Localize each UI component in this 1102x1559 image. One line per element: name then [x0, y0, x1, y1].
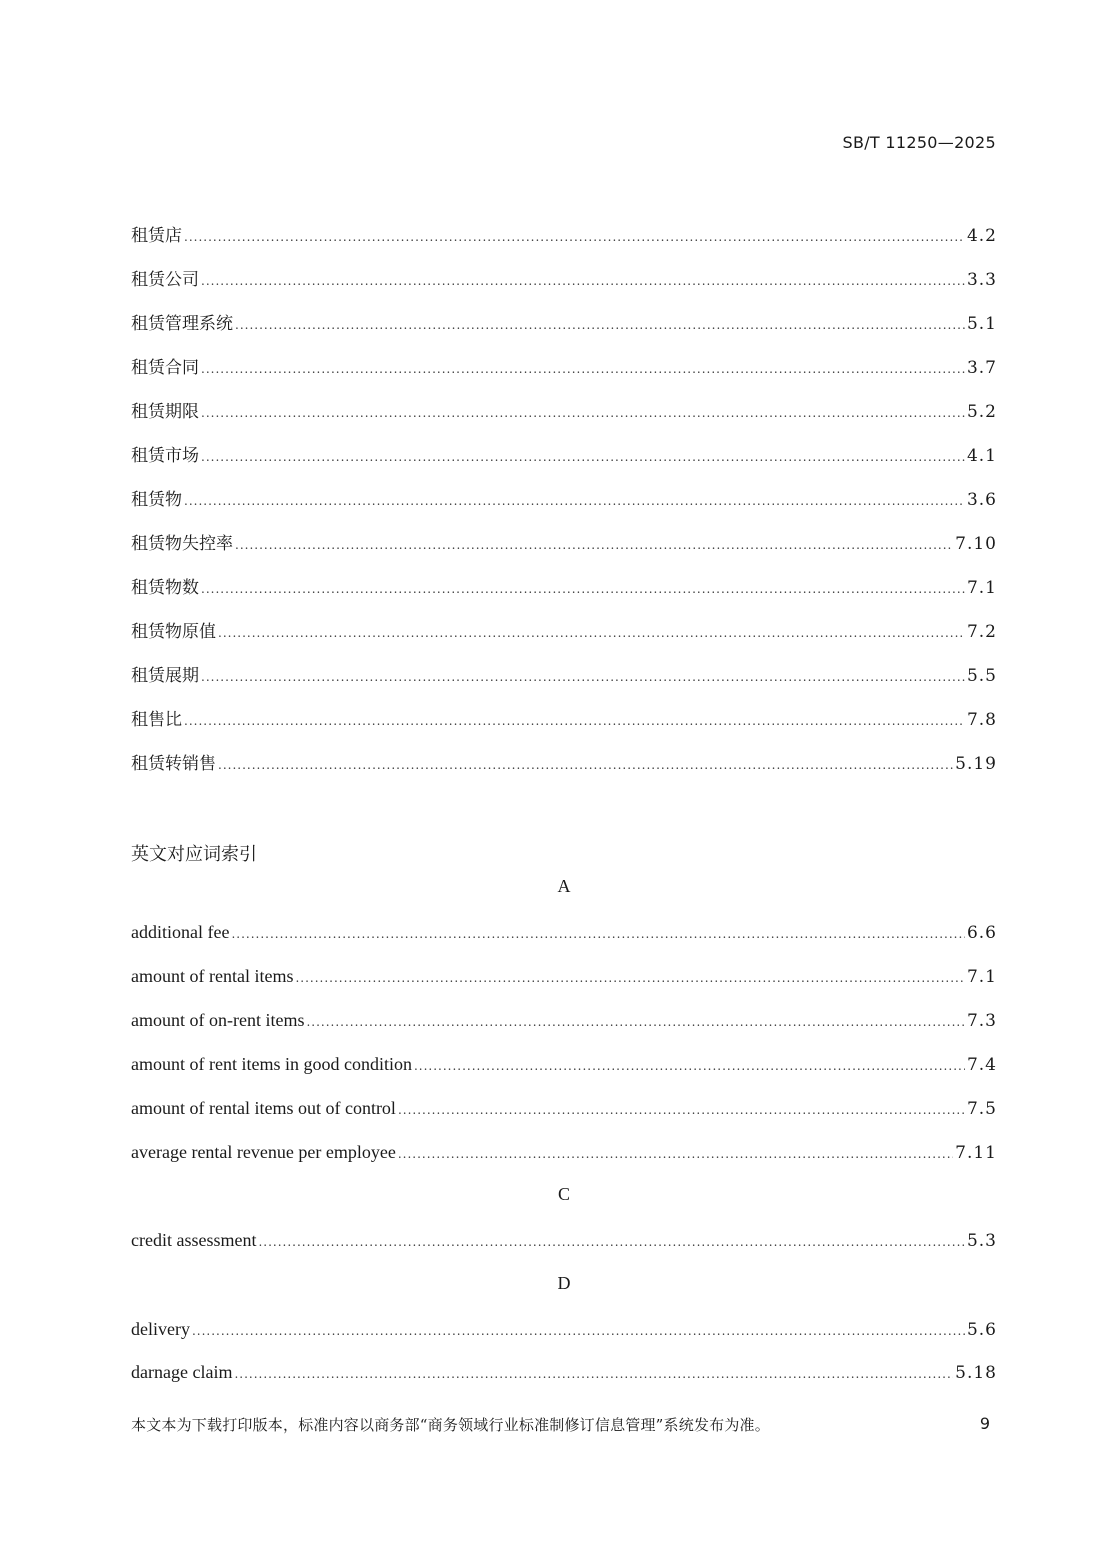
index-ref: 5.19 [955, 754, 997, 774]
leader-dots [414, 1054, 965, 1078]
index-ref: 5.1 [966, 314, 997, 334]
index-entry [131, 532, 997, 556]
index-ref: 3.7 [966, 358, 997, 378]
index-ref: 5.2 [966, 402, 997, 422]
leader-dots [398, 1098, 965, 1122]
index-term: credit assessment [131, 1230, 257, 1250]
index-ref: 5.6 [966, 1320, 997, 1340]
leader-dots [201, 665, 965, 689]
leader-dots [235, 313, 965, 337]
index-term: 租赁展期 [131, 666, 199, 686]
index-ref: 7.8 [966, 710, 997, 730]
index-ref: 3.6 [966, 490, 997, 510]
leader-dots [218, 621, 965, 645]
leader-dots [235, 533, 953, 557]
leader-dots [398, 1142, 953, 1166]
index-term: darnage claim [131, 1362, 233, 1382]
index-entry [131, 312, 997, 336]
index-term: 租赁转销售 [131, 754, 216, 774]
index-term: 租赁物原值 [131, 622, 216, 642]
footer-disclaimer: 本文本为下载打印版本，标准内容以商务部“商务领域行业标准制修订信息管理”系统发布为准。 [131, 1416, 770, 1434]
index-term: 租售比 [131, 710, 182, 730]
index-ref: 5.5 [966, 666, 997, 686]
index-term: 租赁管理系统 [131, 314, 233, 334]
index-entry [131, 1228, 997, 1252]
index-ref: 4.1 [966, 446, 997, 466]
index-term: additional fee [131, 922, 230, 942]
index-ref: 4.2 [966, 226, 997, 246]
index-entry [131, 224, 997, 248]
index-ref: 5.18 [955, 1363, 997, 1383]
index-ref: 7.10 [955, 534, 997, 554]
letter-heading-c: C [557, 1184, 570, 1204]
leader-dots [184, 489, 965, 513]
leader-dots [201, 445, 965, 469]
leader-dots [201, 401, 965, 425]
index-entry [131, 620, 997, 644]
index-entry [131, 400, 997, 424]
index-entry [131, 488, 997, 512]
index-entry [131, 752, 997, 776]
index-entry [131, 356, 997, 380]
index-term: amount of rent items in good condition [131, 1054, 412, 1074]
index-term: amount of on-rent items [131, 1010, 305, 1030]
index-entry [131, 444, 997, 468]
index-ref: 7.1 [966, 578, 997, 598]
leader-dots [192, 1319, 965, 1343]
index-ref: 6.6 [966, 923, 997, 943]
index-term: 租赁店 [131, 226, 182, 246]
leader-dots [306, 1010, 964, 1034]
index-entry [131, 1008, 997, 1032]
index-ref: 5.3 [966, 1231, 997, 1251]
leader-dots [201, 269, 965, 293]
leader-dots [218, 753, 953, 777]
leader-dots [184, 709, 965, 733]
index-term: amount of rental items [131, 966, 294, 986]
index-entry [131, 268, 997, 292]
index-entry [131, 920, 997, 944]
letter-heading-d: D [557, 1273, 571, 1293]
leader-dots [234, 1362, 953, 1386]
index-ref: 3.3 [966, 270, 997, 290]
index-term: 租赁物 [131, 490, 182, 510]
leader-dots [201, 357, 965, 381]
index-term: 租赁市场 [131, 446, 199, 466]
index-entry [131, 576, 997, 600]
index-ref: 7.1 [966, 967, 997, 987]
index-entry [131, 1360, 997, 1384]
index-ref: 7.5 [966, 1099, 997, 1119]
letter-heading-a: A [557, 876, 571, 896]
index-entry [131, 964, 997, 988]
index-entry [131, 1096, 997, 1120]
index-ref: 7.2 [966, 622, 997, 642]
leader-dots [201, 577, 965, 601]
index-entry [131, 708, 997, 732]
index-term: 租赁公司 [131, 270, 199, 290]
index-entry [131, 664, 997, 688]
index-term: 租赁合同 [131, 358, 199, 378]
index-entry [131, 1052, 997, 1076]
index-ref: 7.4 [966, 1055, 997, 1075]
page-number: 9 [979, 1414, 990, 1433]
leader-dots [184, 225, 965, 249]
leader-dots [231, 922, 964, 946]
index-term: average rental revenue per employee [131, 1142, 396, 1162]
leader-dots [258, 1230, 964, 1254]
leader-dots [295, 966, 964, 990]
index-entry [131, 1317, 997, 1341]
english-index-title: 英文对应词索引 [131, 844, 257, 865]
document-id-header: SB/T 11250—2025 [842, 133, 996, 152]
index-term: 租赁物失控率 [131, 534, 233, 554]
index-term: delivery [131, 1319, 190, 1339]
index-term: amount of rental items out of control [131, 1098, 396, 1118]
index-term: 租赁期限 [131, 402, 199, 422]
index-entry [131, 1140, 997, 1164]
index-ref: 7.11 [955, 1143, 997, 1163]
index-ref: 7.3 [966, 1011, 997, 1031]
index-term: 租赁物数 [131, 578, 199, 598]
